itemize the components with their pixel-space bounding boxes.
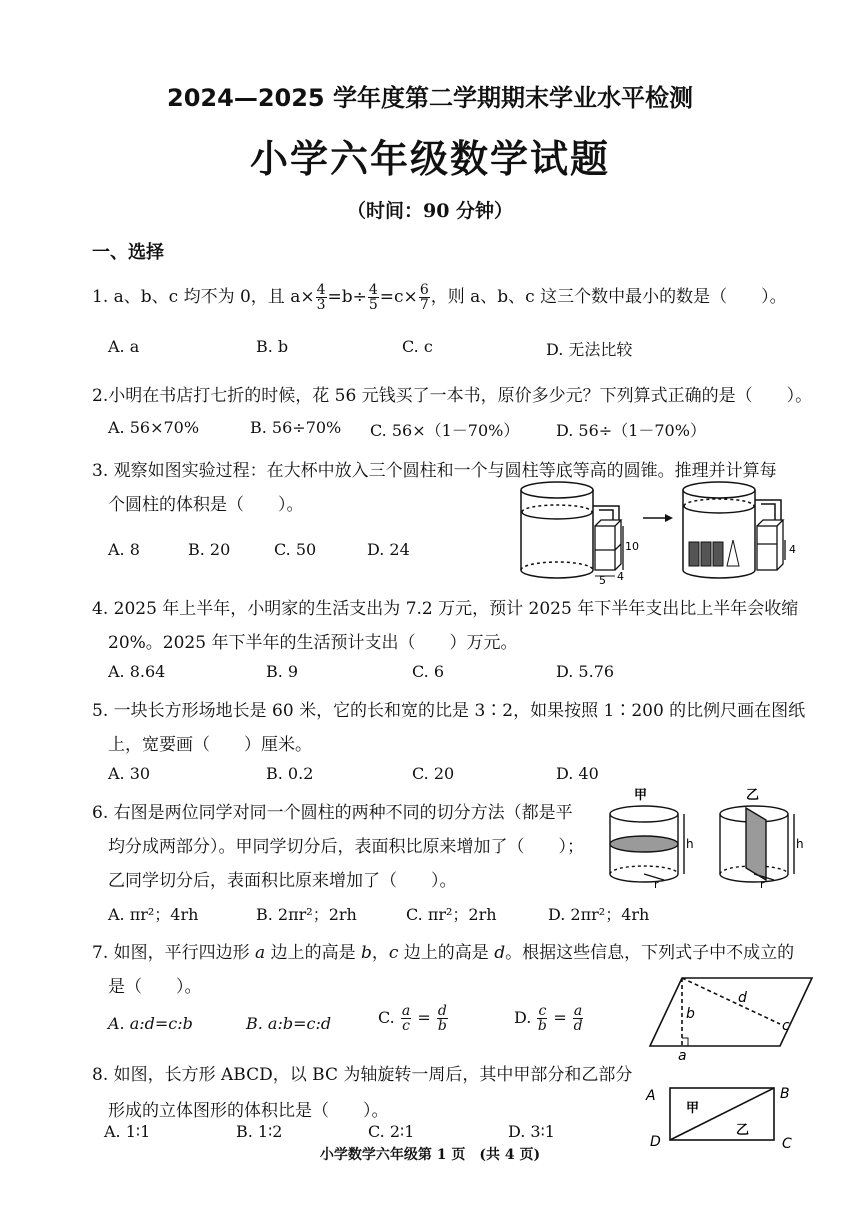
question-4-line-2: 20%。2025 年下半年的生活预计支出（ ）万元。 bbox=[108, 633, 518, 653]
label-b: b bbox=[686, 1006, 695, 1022]
label-B: B bbox=[780, 1086, 790, 1102]
question-1 bbox=[92, 282, 787, 312]
label-width: 5 bbox=[599, 574, 606, 587]
label-rise: 4 bbox=[789, 543, 796, 556]
label-r-yi: r bbox=[760, 878, 765, 891]
q6-option-b: B. 2πr²；2rh bbox=[256, 905, 357, 924]
q7-parallelogram-figure bbox=[640, 972, 820, 1062]
question-6-line-3: 乙同学切分后，表面积比原来增加了（ ）。 bbox=[108, 871, 457, 891]
label-yi: 乙 bbox=[736, 1123, 750, 1138]
q8-option-a: A. 1∶1 bbox=[104, 1122, 151, 1141]
q1-fraction-2: $\frac{4}{5}$ bbox=[368, 282, 378, 313]
question-5-line-2: 上，宽要画（ ）厘米。 bbox=[108, 735, 312, 755]
q7-option-a: A. a:d=c:b bbox=[108, 1014, 193, 1033]
q2-option-a: A. 56×70% bbox=[108, 418, 200, 437]
q7-option-d: D. $\frac{c}{b}$ = $\frac{a}{d}$ bbox=[514, 1003, 583, 1034]
page-footer: 小学数学六年级第 1 页 (共 4 页) bbox=[319, 1147, 541, 1163]
q8-option-b: B. 1∶2 bbox=[236, 1122, 283, 1141]
label-h-yi: h bbox=[796, 837, 804, 851]
q4-option-d: D. 5.76 bbox=[556, 662, 615, 681]
q1-option-d: D. 无法比较 bbox=[546, 340, 633, 359]
question-3-line-1: 3. 观察如图实验过程：在大杯中放入三个圆柱和一个与圆柱等底等高的圆锥。推理并计算每 bbox=[92, 461, 777, 481]
q1-suffix: ，则 a、b、c 这三个数中最小的数是（ ）。 bbox=[430, 287, 787, 307]
q4-option-c: C. 6 bbox=[412, 662, 445, 681]
subject-title: 小学六年级数学试题 bbox=[249, 137, 610, 181]
q1-option-b: B. b bbox=[256, 337, 289, 356]
q3-option-b: B. 20 bbox=[188, 540, 231, 559]
question-6-line-2: 均分成两部分）。甲同学切分后，表面积比原来增加了（ ）； bbox=[108, 837, 584, 857]
question-8-line-2: 形成的立体图形的体积比是（ ）。 bbox=[108, 1101, 389, 1121]
q2-option-c: C. 56×（1－70%） bbox=[370, 421, 520, 440]
q4-option-b: B. 9 bbox=[266, 662, 299, 681]
q7-option-c: C. $\frac{a}{c}$ = $\frac{d}{b}$ bbox=[378, 1003, 447, 1034]
q5-option-c: C. 20 bbox=[412, 764, 455, 783]
q3-option-c: C. 50 bbox=[274, 540, 317, 559]
q3-option-d: D. 24 bbox=[367, 540, 410, 559]
q1-mid-1: =b÷ bbox=[327, 287, 367, 307]
q2-option-d: D. 56÷（1－70%） bbox=[556, 421, 706, 440]
q8-option-d: D. 3∶1 bbox=[508, 1122, 555, 1141]
label-c: c bbox=[782, 1018, 790, 1034]
q5-option-a: A. 30 bbox=[108, 764, 151, 783]
time-note: （时间：90 分钟） bbox=[346, 200, 514, 222]
q8-option-c: C. 2∶1 bbox=[368, 1122, 415, 1141]
q4-option-a: A. 8.64 bbox=[108, 662, 166, 681]
cylinder-jia bbox=[610, 806, 684, 882]
question-4-line-1: 4. 2025 年上半年，小明家的生活支出为 7.2 万元，预计 2025 年下半年支出比上半年会收缩 bbox=[92, 599, 799, 619]
q5-option-b: B. 0.2 bbox=[266, 764, 314, 783]
question-7-line-2: 是（ ）。 bbox=[108, 977, 202, 997]
q1-option-c: C. c bbox=[402, 337, 433, 356]
label-C: C bbox=[782, 1136, 792, 1152]
question-7-line-1: 7. 如图，平行四边形 a 边上的高是 b，c 边上的高是 d。根据这些信息，下列式子中不成立的 bbox=[92, 943, 795, 963]
question-6-line-1: 6. 右图是两位同学对同一个圆柱的两种不同的切分方法（都是平 bbox=[92, 803, 573, 823]
q1-prefix: 1. a、b、c 均不为 0，且 a× bbox=[92, 287, 315, 307]
question-3-line-2: 个圆柱的体积是（ ）。 bbox=[108, 495, 304, 515]
q1-fraction-1: $\frac{4}{3}$ bbox=[316, 282, 326, 313]
q1-fraction-3: $\frac{6}{7}$ bbox=[419, 282, 429, 313]
q6-cylinder-figure bbox=[600, 786, 810, 892]
q6-option-c: C. πr²；2rh bbox=[406, 905, 497, 924]
cylinder-yi bbox=[720, 806, 794, 882]
label-D: D bbox=[650, 1134, 661, 1150]
label-yi: 乙 bbox=[746, 788, 760, 803]
label-jia: 甲 bbox=[634, 788, 648, 803]
label-r-jia: r bbox=[654, 878, 659, 891]
label-d: d bbox=[738, 990, 747, 1006]
q2-option-b: B. 56÷70% bbox=[250, 418, 342, 437]
label-h-jia: h bbox=[686, 837, 694, 851]
q6-option-d: D. 2πr²；4rh bbox=[548, 905, 650, 924]
q1-mid-2: =c× bbox=[379, 287, 418, 307]
question-5-line-1: 5. 一块长方形场地长是 60 米，它的长和宽的比是 3∶2，如果按照 1∶200 的比例尺画在图纸 bbox=[92, 701, 806, 721]
box-left bbox=[595, 520, 623, 570]
q1-option-a: A. a bbox=[108, 337, 140, 356]
label-height: 10 bbox=[625, 540, 639, 553]
cylinders-and-cone bbox=[689, 540, 739, 566]
label-A: A bbox=[646, 1088, 656, 1104]
label-depth: 4 bbox=[617, 570, 624, 583]
label-jia: 甲 bbox=[686, 1101, 700, 1116]
question-2: 2.小明在书店打七折的时候，花 56 元钱买了一本书，原价多少元？下列算式正确的是（ ）。 bbox=[92, 386, 813, 406]
arrow-icon bbox=[643, 514, 673, 522]
cup-left bbox=[521, 482, 619, 578]
exam-title: 2024—2025 学年度第二学期期末学业水平检测 bbox=[167, 84, 693, 112]
box-right bbox=[757, 520, 785, 570]
q6-option-a: A. πr²；4rh bbox=[108, 905, 199, 924]
label-a: a bbox=[678, 1048, 687, 1062]
q7-option-b: B. a:b=c:d bbox=[246, 1014, 332, 1033]
section-title: 一、选择 bbox=[92, 242, 164, 263]
parallelogram bbox=[650, 978, 812, 1046]
q3-experiment-figure bbox=[515, 480, 815, 592]
q5-option-d: D. 40 bbox=[556, 764, 599, 783]
question-8-line-1: 8. 如图，长方形 ABCD，以 BC 为轴旋转一周后，其中甲部分和乙部分 bbox=[92, 1065, 633, 1085]
q3-option-a: A. 8 bbox=[108, 540, 140, 559]
